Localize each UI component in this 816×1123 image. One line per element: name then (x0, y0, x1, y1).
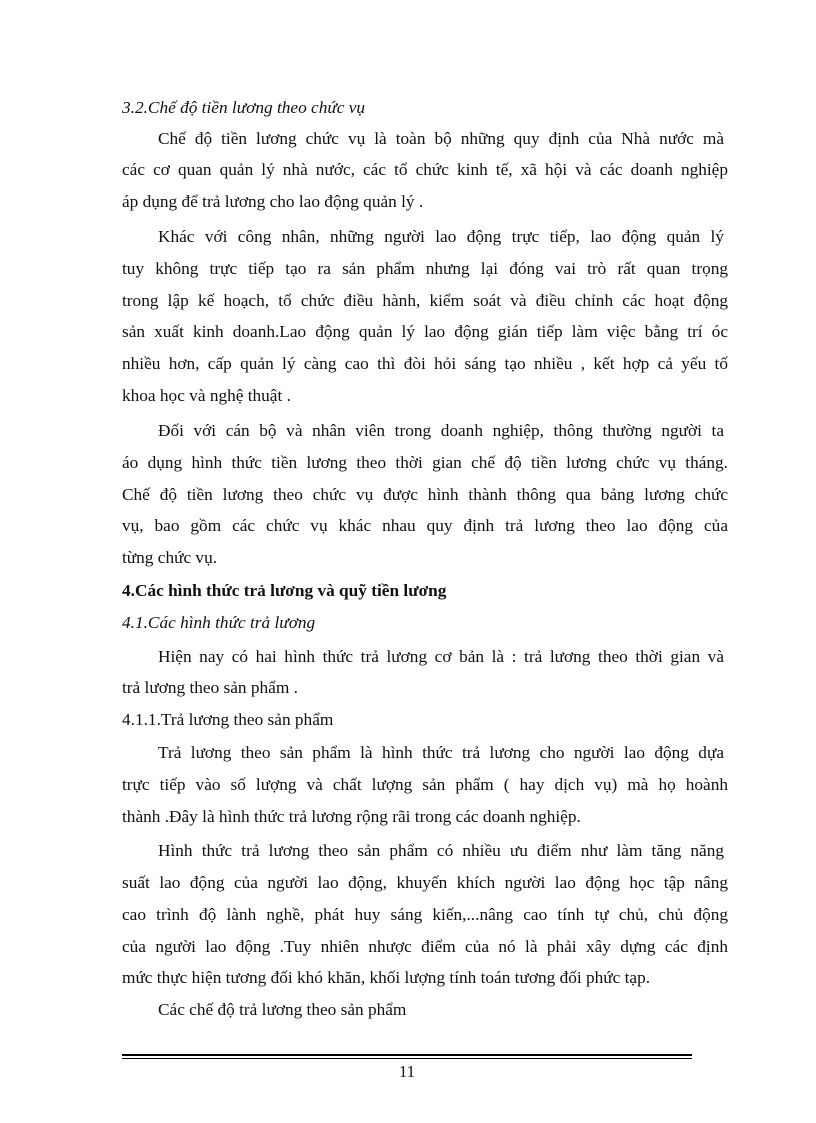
paragraph-line: các cơ quan quản lý nhà nước, các tổ chức kinh tế, xã hội và các doanh nghiệp (122, 160, 728, 179)
paragraph-line: của người lao động .Tuy nhiên nhược điểm của nó là phải xây dựng các định (122, 937, 728, 956)
paragraph-line: suất lao động của người lao động, khuyến khích người lao động học tập nâng (122, 873, 728, 892)
heading-4: 4.Các hình thức trả lương và quỹ tiền lương (122, 581, 447, 600)
paragraph-line: Hình thức trả lương theo sản phẩm có nhiều ưu điểm như làm tăng năng (158, 841, 724, 860)
paragraph-line: vụ, bao gồm các chức vụ khác nhau quy định trả lương theo lao động của (122, 516, 728, 535)
paragraph-line: trực tiếp vào số lượng và chất lượng sản phẩm ( hay dịch vụ) mà họ hoành (122, 775, 728, 794)
footer-rule-thin (122, 1058, 692, 1059)
paragraph-line: Chế độ tiền lương chức vụ là toàn bộ những quy định của Nhà nước mà (158, 129, 724, 148)
paragraph-line: Trả lương theo sản phẩm là hình thức trả lương cho người lao động dựa (158, 743, 724, 762)
heading-4-1: 4.1.Các hình thức trả lương (122, 613, 316, 632)
paragraph-line: mức thực hiện tương đối khó khăn, khối lượng tính toán tương đối phức tạp. (122, 968, 651, 987)
paragraph-line: cao trình độ lành nghề, phát huy sáng kiến,...nâng cao tính tự chủ, chủ động (122, 905, 728, 924)
heading-4-1-1: 4.1.1.Trả lương theo sản phẩm (122, 710, 334, 729)
paragraph-line: tuy không trực tiếp tạo ra sản phẩm nhưng lại đóng vai trò rất quan trọng (122, 259, 728, 278)
paragraph-line: khoa học và nghệ thuật . (122, 386, 291, 405)
paragraph-line: nhiều hơn, cấp quản lý càng cao thì đòi hỏi sáng tạo nhiều , kết hợp cả yếu tố (122, 354, 728, 373)
paragraph-line: áo dụng hình thức tiền lương theo thời gian chế độ tiền lương chức vụ tháng. (122, 453, 728, 472)
paragraph-line: áp dụng để trả lương cho lao động quản lý . (122, 192, 424, 211)
paragraph-line: từng chức vụ. (122, 548, 218, 567)
paragraph-line: trả lương theo sản phẩm . (122, 678, 298, 697)
paragraph-line: Đối với cán bộ và nhân viên trong doanh nghiệp, thông thường người ta (158, 421, 724, 440)
paragraph-line: Hiện nay có hai hình thức trả lương cơ bản là : trả lương theo thời gian và (158, 647, 724, 666)
paragraph-line: Chế độ tiền lương theo chức vụ được hình thành thông qua bảng lương chức (122, 485, 728, 504)
page-number: 11 (398, 1062, 416, 1081)
paragraph-line: sản xuất kinh doanh.Lao động quản lý lao động gián tiếp làm việc bằng trí óc (122, 322, 728, 341)
heading-3-2: 3.2.Chế độ tiền lương theo chức vụ (122, 98, 366, 117)
paragraph-line: Các chế độ trả lương theo sản phẩm (158, 1000, 407, 1019)
paragraph-line: Khác với công nhân, những người lao động trực tiếp, lao động quản lý (158, 227, 724, 246)
footer-rule (122, 1054, 692, 1056)
paragraph-line: thành .Đây là hình thức trả lương rộng rãi trong các doanh nghiệp. (122, 807, 581, 826)
paragraph-line: trong lập kế hoạch, tổ chức điều hành, kiểm soát và điều chỉnh các hoạt động (122, 291, 728, 310)
